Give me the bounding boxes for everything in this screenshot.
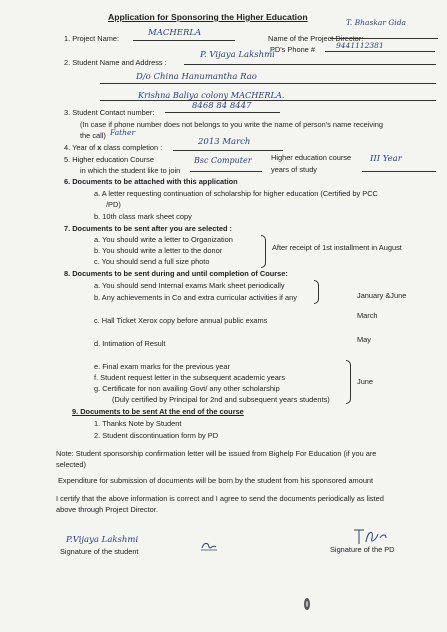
section-7c: c. You should send a full size photo <box>94 257 210 266</box>
witness-signature-mark <box>200 540 218 552</box>
year-label-strike: x <box>97 143 102 152</box>
contact-note-handwritten: Father <box>110 128 136 137</box>
form-title: Application for Sponsoring the Higher Education <box>108 12 308 22</box>
section-8ab-brace <box>314 280 319 304</box>
year-completion-label <box>64 143 162 152</box>
student-name-value: P. Vijaya Lakshmi <box>200 50 275 60</box>
project-name-value: MACHERLA <box>148 28 202 38</box>
section-8d: d. Intimation of Result <box>94 339 166 348</box>
pd-phone-value: 9441112381 <box>336 41 384 50</box>
section-8g: g. Certificate for non availing Govt/ any other scholarship <box>94 384 280 393</box>
section-6b: b. 10th class mark sheet copy <box>94 212 192 221</box>
note-3-line-1: I certify that the above information is correct and I agree to send the documents periodically as listed <box>56 494 384 503</box>
pd-signature-label: Signature of the PD <box>330 545 395 554</box>
note-1-line-1: Note: Student sponsorship confirmation letter will be issued from Bighelp For Education (if you are <box>56 449 377 458</box>
address-line-1: D/o China Hanumantha Rao <box>136 72 257 82</box>
section-8c: c. Hall Ticket Xerox copy before annual public exams <box>94 316 268 325</box>
year-label-part-1: 4. Year of <box>64 143 98 152</box>
course-label-1: 5. Higher education Course <box>64 155 154 164</box>
section-7-heading: 7. Documents to be sent after you are selected : <box>64 224 232 233</box>
section-9-item-1: 1. Thanks Note by Student <box>94 419 182 428</box>
section-8-june: June <box>357 377 374 386</box>
pd-phone-label: PD's Phone # <box>270 45 315 54</box>
section-9-heading: 9. Documents to be sent At the end of the course <box>72 407 244 416</box>
section-8-may: May <box>357 335 371 344</box>
section-7a: a. You should write a letter to Organization <box>94 235 233 244</box>
note-1-line-2: selected) <box>56 460 86 469</box>
contact-number-label: 3. Student Contact number: <box>64 108 155 117</box>
director-value: T. Bhaskar Gida <box>346 18 406 27</box>
section-7b: b. You should write a letter to the donor <box>94 246 223 255</box>
section-9-item-2: 2. Student discontinuation form by PD <box>94 431 219 440</box>
director-label: Name of the Project Director: <box>268 34 364 43</box>
section-7-brace <box>261 235 266 268</box>
section-6-heading: 6. Documents to be attached with this application <box>64 177 238 186</box>
section-8-january-june: January &June <box>357 291 407 300</box>
contact-note-1: (In case if phone number does not belongs to you write the name of person's name receiving <box>80 120 383 129</box>
section-8g-note: (Duly certified by Principal for 2nd and subsequent years students) <box>112 395 330 404</box>
student-signature: P.Vijaya Lakshmi <box>66 535 139 545</box>
section-8f: f. Student request letter in the subsequent academic years <box>94 373 286 382</box>
course-value: Bsc Computer <box>194 156 252 165</box>
section-8efg-brace <box>346 360 351 404</box>
section-6a-line-1: a. A letter requesting continuation of scholarship for higher education (Certified by PCC <box>94 189 378 198</box>
section-8-heading: 8. Documents to be sent during and until completion of Course: <box>64 269 288 278</box>
contact-note-2: the call) <box>80 131 106 140</box>
note-3-line-2: above through Project Director. <box>56 505 158 514</box>
section-6a-line-2: /PD) <box>106 200 121 209</box>
years-study-value: III Year <box>370 154 402 164</box>
note-2: Expenditure for submission of documents will be born by the student from his sponsored amount <box>58 476 374 485</box>
course-label-2: in which the student like to join <box>80 166 181 175</box>
student-name-label: 2. Student Name and Address : <box>64 58 167 67</box>
project-name-label: 1. Project Name: <box>64 34 120 43</box>
section-8b: b. Any achievements in Co and extra curricular activities if any <box>94 293 297 302</box>
student-signature-label: Signature of the student <box>60 547 139 556</box>
section-8-march: March <box>357 311 378 320</box>
years-study-label-1: Higher education course <box>271 153 352 162</box>
section-8a: a. You should send Internal exams Mark sheet periodically <box>94 281 285 290</box>
section-7-note: After receipt of 1st installment in August <box>272 243 402 252</box>
year-completion-value: 2013 March <box>198 137 251 147</box>
years-study-label-2: years of study <box>271 165 318 174</box>
contact-number-value: 8468 84 8447 <box>192 101 252 111</box>
section-8e: e. Final exam marks for the previous year <box>94 362 230 371</box>
staple-mark-icon <box>302 596 312 612</box>
year-label-part-2: class completion : <box>101 143 163 152</box>
address-line-2: Krishna Baliya colony MACHERLA. <box>138 90 285 100</box>
